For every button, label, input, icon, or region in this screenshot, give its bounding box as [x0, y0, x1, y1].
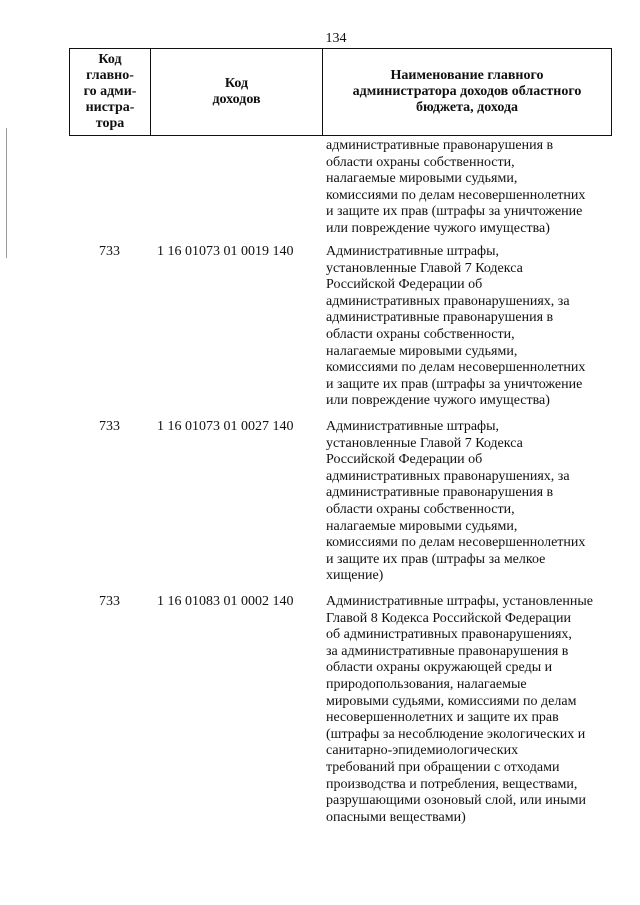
header-name-label: Наименование главного администратора доходов областного бюджета, дохода [352, 68, 582, 115]
row-name: Административные штрафы, установленные Главой 7 Кодекса Российской Федерации об административных правонарушениях, за административные правонарушения в области охраны собственности, налагаемые мировыми судьями, комиссиями по делам несовершеннолетних и защите их прав (штрафы за уничтожение или повреждение чужого имущества) [326, 244, 586, 409]
header-admin-code [70, 49, 151, 135]
table-header [69, 48, 612, 136]
scan-margin-mark [6, 128, 7, 258]
continuation-text: административные правонарушения в области охраны собственности, налагаемые мировыми судьями, комиссиями по делам несовершеннолетних и защите их прав (штрафы за уничтожение или повреждение чужого имущества) [326, 138, 586, 236]
row-name: Административные штрафы, установленные Главой 8 Кодекса Российской Федерации об административных правонарушениях, за административные правонарушения в области охраны окружающей среды и природопользования, налагаемые мировыми судьями, комиссиями по делам несовершеннолетних и защите их прав (штрафы за несоблюдение экологических и санитарно-эпидемиологических требований при обращении с отходами производства и потребления, веществами, разрушающими озоновый слой, или иными опасными веществами) [326, 594, 593, 825]
row-name: Административные штрафы, установленные Главой 7 Кодекса Российской Федерации об административных правонарушениях, за административные правонарушения в области охраны собственности, налагаемые мировыми судьями, комиссиями по делам несовершеннолетних и защите их прав (штрафы за мелкое хищение) [326, 419, 586, 584]
row-income-code: 1 16 01073 01 0019 140 [157, 244, 294, 259]
header-admin-code-label: Код главно- го адми- нистра- тора [83, 52, 137, 131]
header-income-code [151, 49, 323, 135]
row-admin-code: 733 [99, 594, 120, 609]
row-income-code: 1 16 01073 01 0027 140 [157, 419, 294, 434]
page-number: 134 [325, 31, 347, 46]
row-admin-code: 733 [99, 244, 120, 259]
header-income-code-label: Код доходов [212, 76, 261, 107]
row-income-code: 1 16 01083 01 0002 140 [157, 594, 294, 609]
header-name [323, 49, 611, 135]
row-admin-code: 733 [99, 419, 120, 434]
